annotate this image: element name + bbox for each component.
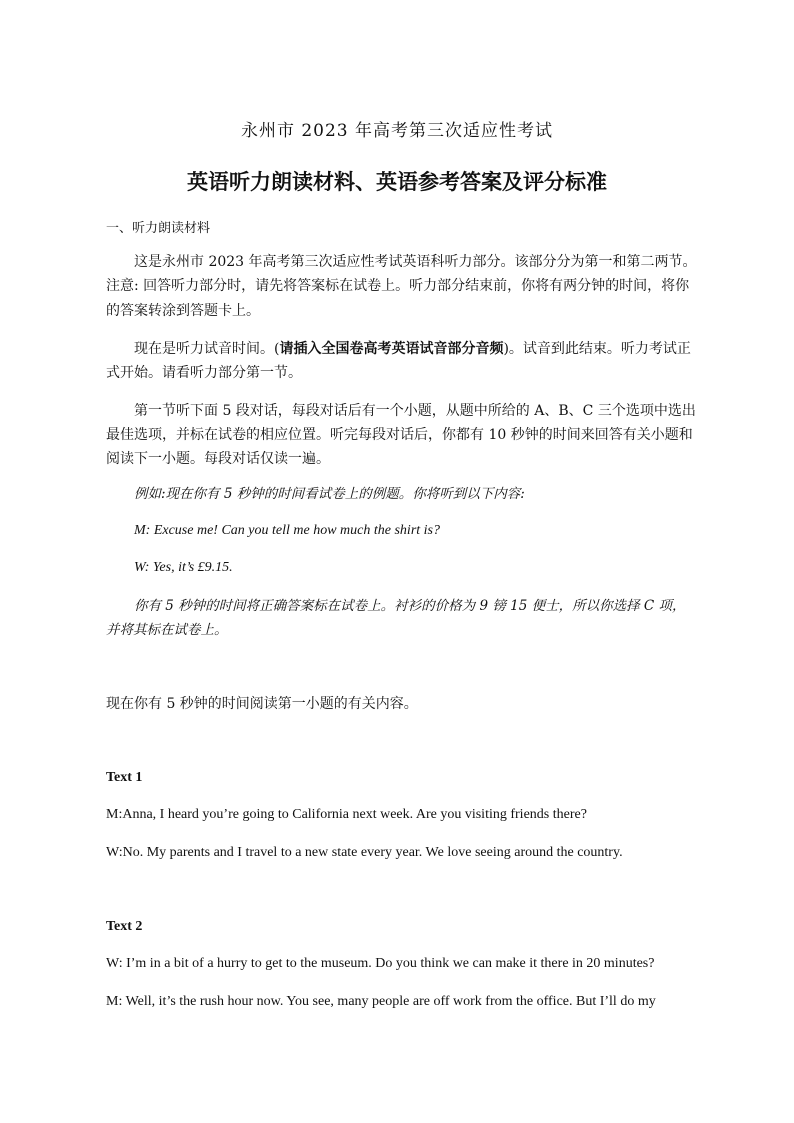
paragraph-soundcheck-line-2: 式开始。请看听力部分第一节。: [106, 365, 302, 381]
text-2-line-1: W: I’m in a bit of a hurry to get to the museum. Do you think we can make it there in 20 minutes?: [106, 956, 655, 971]
paragraph-part1-line-3: 阅读下一小题。每段对话仅读一遍。: [106, 451, 330, 467]
soundcheck-instruction: 请插入全国卷高考英语试音部分音频: [279, 341, 504, 357]
text-2-line-2: M: Well, it’s the rush hour now. You see, many people are off work from the office. But I’ll do my: [106, 994, 656, 1009]
exam-title: 永州市 2023 年高考第三次适应性考试: [240, 121, 554, 141]
paragraph-intro-line-1: 这是永州市 2023 年高考第三次适应性考试英语科听力部分。该部分分为第一和第二两节。: [134, 254, 697, 270]
text-1-line-1: M:Anna, I heard you’re going to California next week. Are you visiting friends there?: [106, 807, 587, 822]
example-note-line-1: 你有 5 秒钟的时间将正确答案标在试卷上。衬衫的价格为 9 镑 15 便士，所以你选择 C 项，: [134, 598, 686, 614]
reading-time-line: 现在你有 5 秒钟的时间阅读第一小题的有关内容。: [106, 696, 418, 712]
text-1-heading: Text 1: [106, 770, 143, 785]
soundcheck-text-a: 现在是听力试音时间。(: [134, 341, 280, 357]
document-title: 英语听力朗读材料、英语参考答案及评分标准: [187, 169, 607, 194]
section-heading-listening: 一、听力朗读材料: [106, 221, 211, 236]
paragraph-part1-line-2: 最佳选项，并标在试卷的相应位置。听完每段对话后，你都有 10 秒钟的时间来回答有关小题和: [106, 427, 693, 443]
paragraph-intro-line-3: 的答案转涂到答题卡上。: [106, 303, 260, 319]
example-note-line-2: 并将其标在试卷上。: [106, 622, 228, 638]
text-1-line-2: W:No. My parents and I travel to a new state every year. We love seeing around the country.: [106, 845, 623, 860]
paragraph-intro-line-2: 注意: 回答听力部分时，请先将答案标在试卷上。听力部分结束前，你将有两分钟的时间，将你: [106, 278, 690, 294]
paragraph-part1-line-1: 第一节听下面 5 段对话，每段对话后有一个小题，从题中所给的 A、B、C 三个选项中选出: [134, 403, 696, 419]
example-woman-line: W: Yes, it’s £9.15.: [134, 560, 233, 575]
example-man-line: M: Excuse me! Can you tell me how much the shirt is?: [134, 523, 440, 538]
soundcheck-text-c: )。试音到此结束。听力考试正: [503, 341, 691, 357]
text-2-heading: Text 2: [106, 919, 143, 934]
example-intro: 例如:现在你有 5 秒钟的时间看试卷上的例题。你将听到以下内容:: [134, 486, 525, 502]
